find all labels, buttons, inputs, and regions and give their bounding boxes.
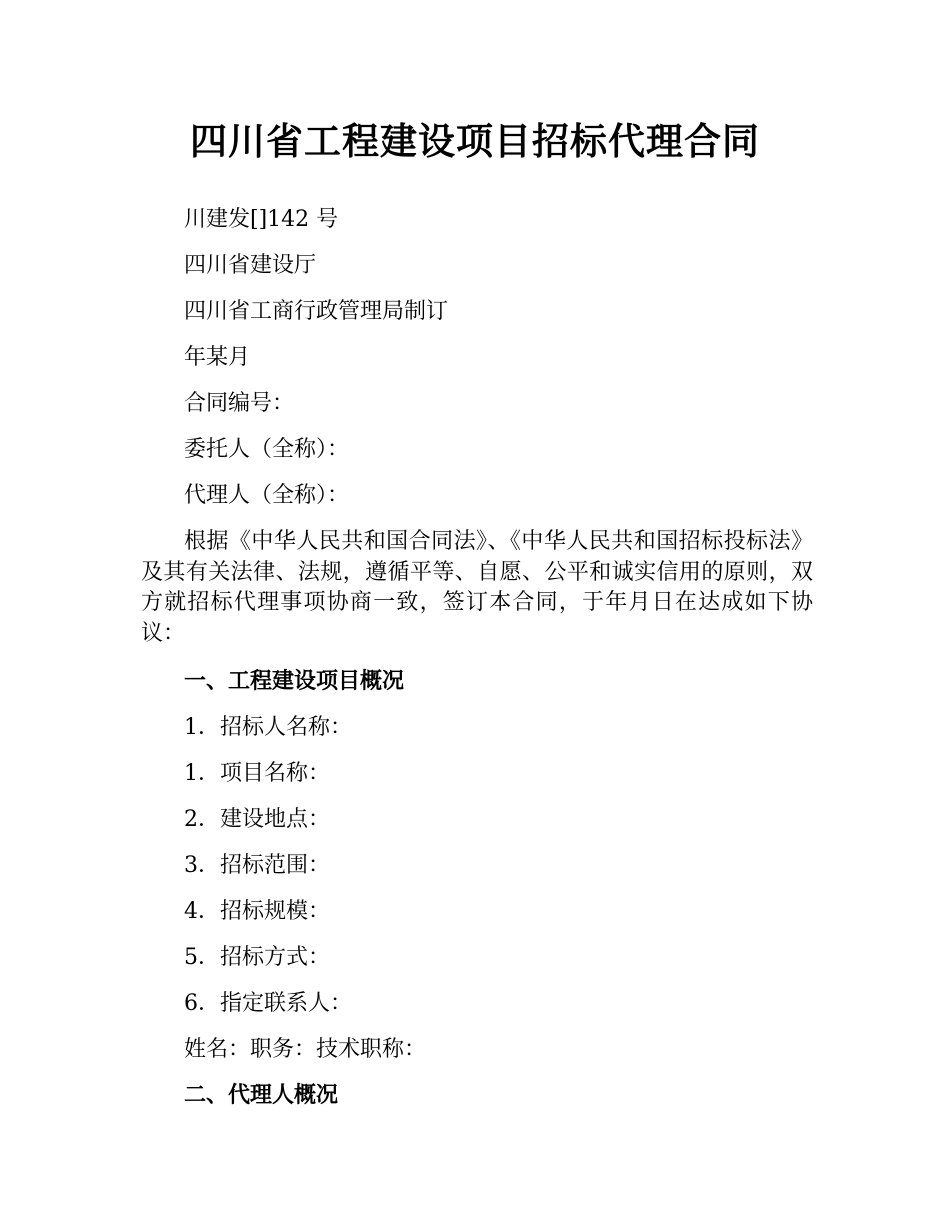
- contract-number-line: 合同编号：: [184, 391, 295, 416]
- issuer-construction-dept: 四川省建设厅: [184, 253, 317, 278]
- project-item-scope: 3．招标范围：: [184, 853, 330, 878]
- issue-date-line: 年某月: [184, 345, 251, 370]
- intro-paragraph: 根据《中华人民共和国合同法》、《中华人民共和国招标投标法》及其有关法律、法规，遵循平等、自愿、公平和诚实信用的原则，双方就招标代理事项协商一致，签订本合同，于年月日在达成如下协议：: [141, 529, 813, 646]
- document-number-line: 川建发[]142 号: [184, 207, 339, 232]
- project-item-method: 5．招标方式：: [184, 945, 330, 970]
- project-item-location: 2．建设地点：: [184, 807, 330, 832]
- project-item-project-name: 1．项目名称：: [184, 761, 330, 786]
- issuer-commerce-bureau: 四川省工商行政管理局制订: [184, 299, 449, 324]
- project-item-contact: 6．指定联系人：: [184, 991, 352, 1016]
- client-name-line: 委托人（全称）：: [184, 437, 350, 462]
- agent-name-line: 代理人（全称）：: [184, 483, 350, 508]
- document-title: 四川省工程建设项目招标代理合同: [190, 120, 760, 163]
- section-heading-agent-overview: 二、代理人概况: [184, 1083, 339, 1108]
- contact-details-line: 姓名：职务：技术职称：: [184, 1037, 427, 1062]
- project-item-tenderer-name: 1．招标人名称：: [184, 715, 352, 740]
- project-item-scale: 4．招标规模：: [184, 899, 330, 924]
- section-heading-project-overview: 一、工程建设项目概况: [184, 669, 405, 694]
